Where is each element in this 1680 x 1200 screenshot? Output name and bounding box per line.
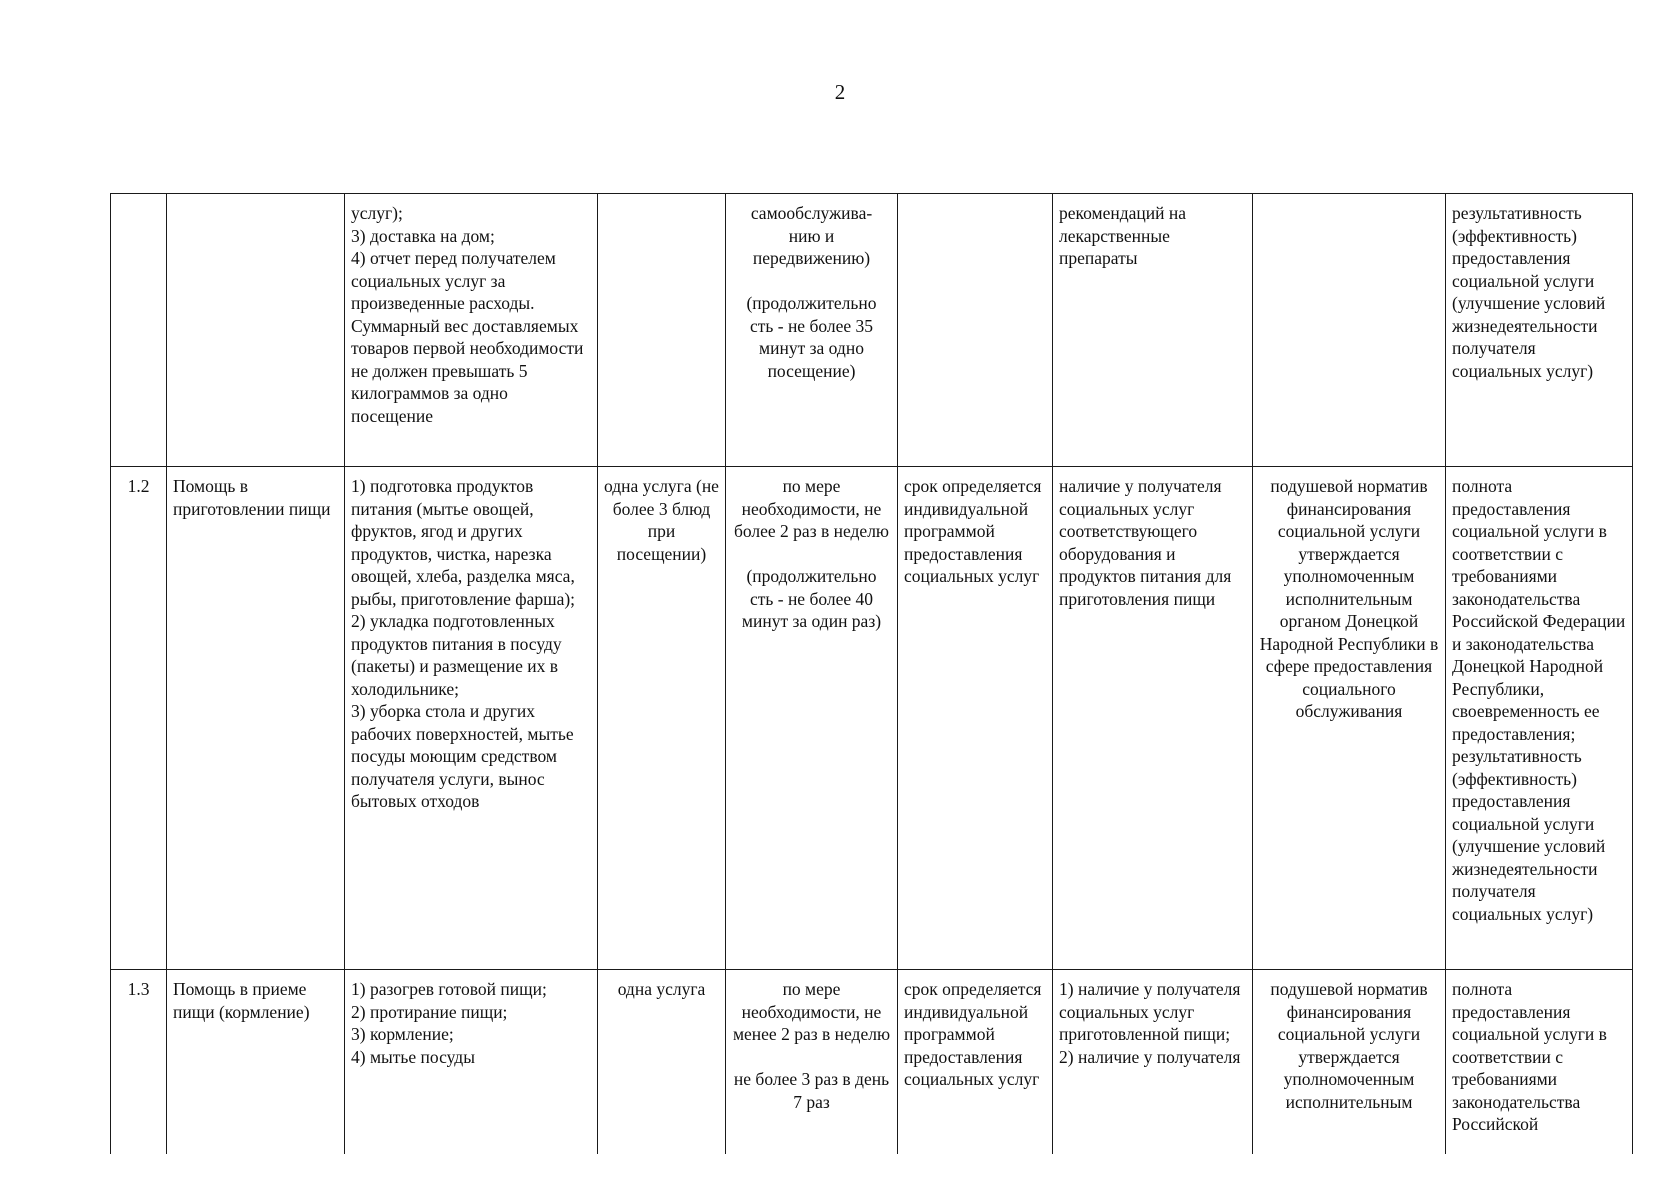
cell-service-name: Помощь в приготовлении пищи [167,467,345,970]
cell-service-term: срок определяется индивидуальной программой предоставления социальных услуг [898,467,1053,970]
cell-service-financing: подушевой норматив финансирования социальной услуги утверждается уполномоченным исполнительным органом Донецкой Народной Республики в сфере предоставления социального обслуживания [1253,467,1446,970]
cell-service-content: 1) разогрев готовой пищи; 2) протирание пищи; 3) кормление; 4) мытье посуды [345,970,598,1154]
cell-service-term [898,194,1053,467]
cell-service-name [167,194,345,467]
cell-quality-indicators: результативность (эффективность) предоставления социальной услуги (улучшение условий жизнедеятельности получателя социальных услуг) [1446,194,1633,467]
cell-number: 1.2 [111,467,167,970]
cell-service-frequency: по мере необходимости, не более 2 раз в неделю (продолжительно сть - не более 40 минут за один раз) [726,467,898,970]
cell-service-content: услуг); 3) доставка на дом; 4) отчет перед получателем социальных услуг за произведенные расходы. Суммарный вес доставляемых товаров первой необходимости не должен превышать 5 килограммов за одно посещение [345,194,598,467]
cell-service-name: Помощь в приеме пищи (кормление) [167,970,345,1154]
cell-service-conditions: наличие у получателя социальных услуг соответствующего оборудования и продуктов питания для приготовления пищи [1053,467,1253,970]
cell-number [111,194,167,467]
cell-number: 1.3 [111,970,167,1154]
cell-service-frequency: по мере необходимости, не менее 2 раз в неделю не более 3 раз в день 7 раз [726,970,898,1154]
cell-service-financing: подушевой норматив финансирования социальной услуги утверждается уполномоченным исполнительным [1253,970,1446,1154]
cell-service-content: 1) подготовка продуктов питания (мытье овощей, фруктов, ягод и других продуктов, чистка, нарезка овощей, хлеба, разделка мяса, рыбы, приготовление фарша); 2) укладка подготовленных продуктов питания в посуду (пакеты) и размещение их в холодильнике; 3) уборка стола и других рабочих поверхностей, мытье посуды моющим средством получателя услуги, вынос бытовых отходов [345,467,598,970]
cell-service-conditions: 1) наличие у получателя социальных услуг приготовленной пищи; 2) наличие у получателя [1053,970,1253,1154]
cell-service-unit: одна услуга [598,970,726,1154]
table-row [111,467,1633,970]
cell-service-unit [598,194,726,467]
cell-service-conditions: рекомендаций на лекарственные препараты [1053,194,1253,467]
page-number: 2 [834,80,846,104]
services-table [110,193,1633,1154]
cell-service-frequency: самообслужива- нию и передвижению) (продолжительно сть - не более 35 минут за одно посещение) [726,194,898,467]
cell-service-term: срок определяется индивидуальной программой предоставления социальных услуг [898,970,1053,1154]
cell-service-financing [1253,194,1446,467]
table-row [111,970,1633,1154]
table-row [111,194,1633,467]
cell-service-unit: одна услуга (не более 3 блюд при посещении) [598,467,726,970]
cell-quality-indicators: полнота предоставления социальной услуги в соответствии с требованиями законодательства Российской Федерации и законодательства Донецкой Народной Республики, своевременность ее предоставления; результативность (эффективность) предоставления социальной услуги (улучшение условий жизнедеятельности получателя социальных услуг) [1446,467,1633,970]
cell-quality-indicators: полнота предоставления социальной услуги в соответствии с требованиями законодательства Российской [1446,970,1633,1154]
